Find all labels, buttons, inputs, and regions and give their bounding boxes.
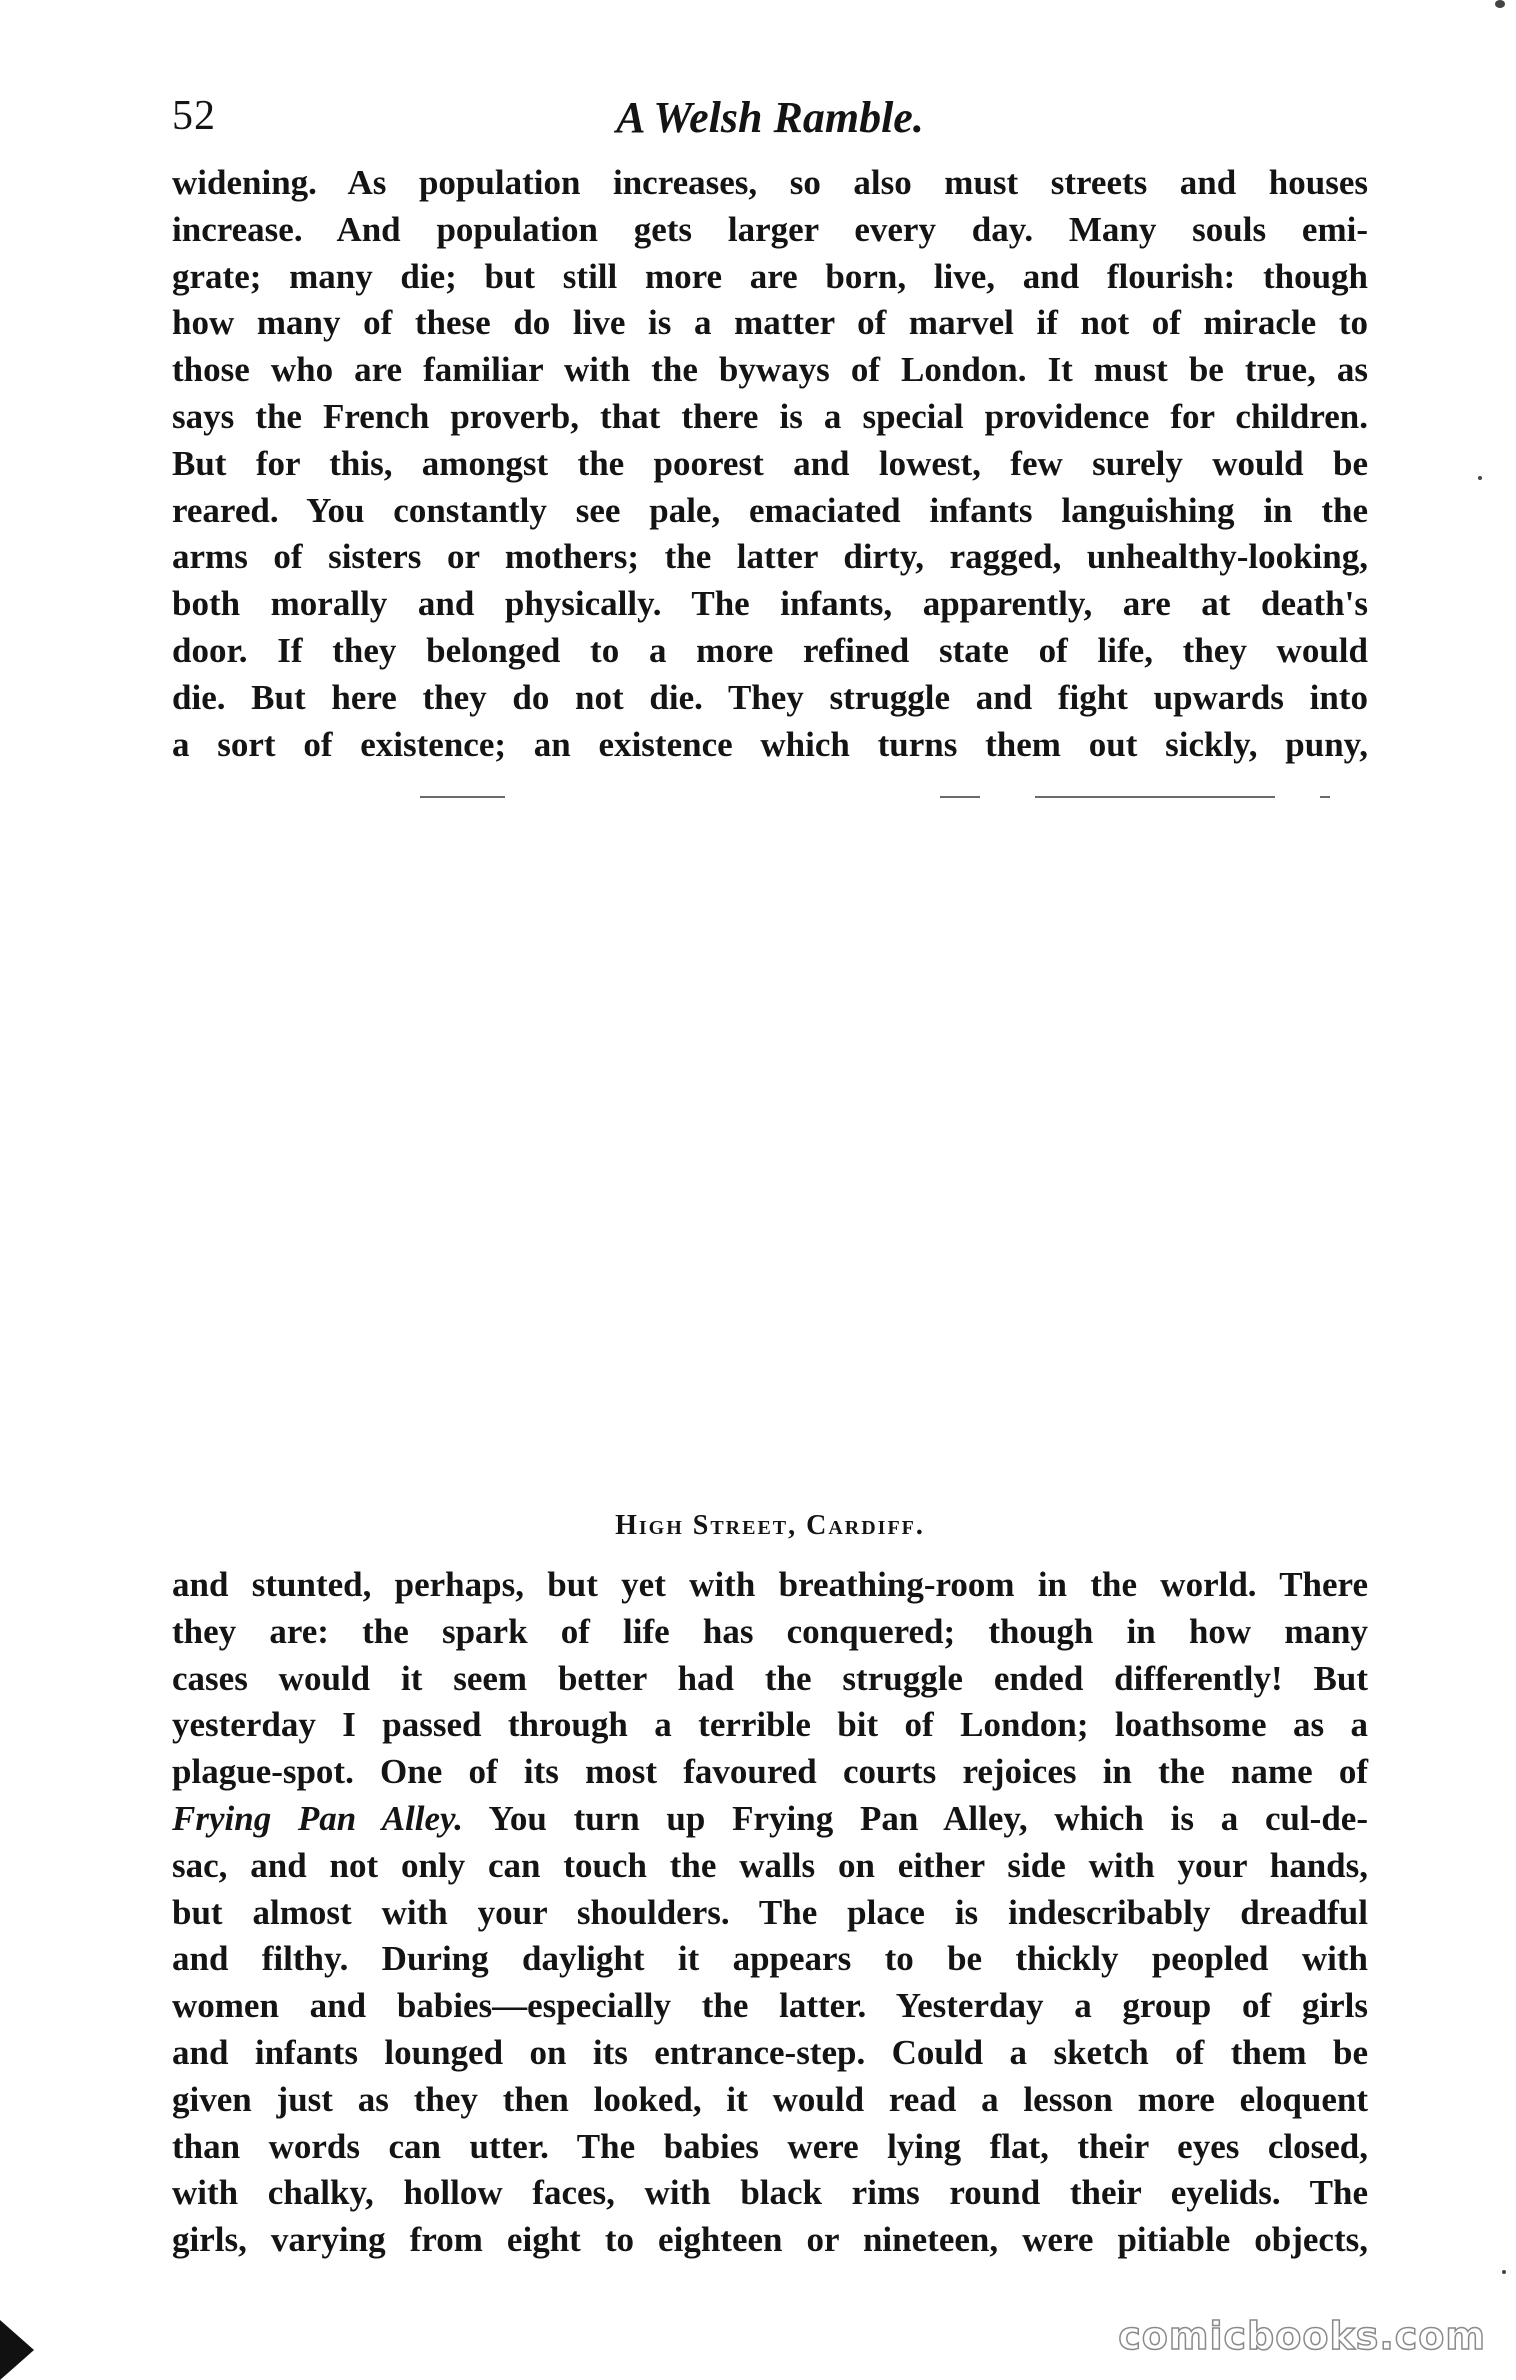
plate-rule-left xyxy=(420,796,505,798)
body-text-top xyxy=(172,160,1368,768)
plate-rule-right xyxy=(1035,796,1275,798)
text-line: But for this, amongst the poorest and lowest, few surely would be xyxy=(172,443,1368,483)
body-text-bottom xyxy=(172,1562,1368,2264)
plate-rule-end xyxy=(1320,796,1330,798)
running-title: A Welsh Ramble. xyxy=(616,93,924,142)
text-line: given just as they then looked, it would read a lesson more eloquent xyxy=(172,2079,1368,2119)
text-line: girls, varying from eight to eighteen or nineteen, were pitiable objects, xyxy=(172,2220,1368,2260)
paper-speck xyxy=(1502,2270,1506,2274)
text-line: widening. As population increases, so also must streets and houses xyxy=(172,163,1368,202)
text-line: door. If they belonged to a more refined state of life, they would xyxy=(172,630,1368,670)
text-line: but almost with your shoulders. The place is indescribably dreadful xyxy=(172,1892,1368,1932)
text-line: with chalky, hollow faces, with black rims round their eyelids. The xyxy=(172,2173,1368,2213)
text-line: says the French proverb, that there is a special providence for children. xyxy=(172,396,1368,436)
text-line: and infants lounged on its entrance-step. Could a sketch of them be xyxy=(172,2032,1368,2072)
text-line: cases would it seem better had the struggle ended differently! But xyxy=(172,1658,1368,1698)
page-number: 52 xyxy=(172,93,216,139)
text-line: women and babies—especially the latter. Yesterday a group of girls xyxy=(172,1986,1368,2026)
text-line: increase. And population gets larger every day. Many souls emi- xyxy=(172,209,1368,249)
text-line: than words can utter. The babies were lying flat, their eyes closed, xyxy=(172,2126,1368,2166)
page-corner-mark xyxy=(0,2320,34,2380)
plate-caption: High Street, Cardiff. xyxy=(615,1510,925,1541)
text-fragment: You turn up Frying Pan Alley, which is a cul-de- xyxy=(463,1798,1368,1838)
text-line: a sort of existence; an existence which turns them out sickly, puny, xyxy=(172,724,1368,764)
text-line: and filthy. During daylight it appears to be thickly peopled with xyxy=(172,1939,1368,1979)
text-line: reared. You constantly see pale, emaciated infants languishing in the xyxy=(172,490,1368,530)
text-line: those who are familiar with the byways of London. It must be true, as xyxy=(172,350,1368,390)
text-line: sac, and not only can touch the walls on either side with your hands, xyxy=(172,1845,1368,1885)
text-line: die. But here they do not die. They struggle and fight upwards into xyxy=(172,677,1368,717)
text-line: how many of these do live is a matter of marvel if not of miracle to xyxy=(172,303,1368,343)
text-line: arms of sisters or mothers; the latter dirty, ragged, unhealthy-looking, xyxy=(172,537,1368,577)
paper-speck xyxy=(1495,0,1505,8)
paper-speck xyxy=(1478,476,1482,480)
italic-place-name: Frying Pan Alley. xyxy=(172,1798,464,1838)
plate-rule-mid xyxy=(940,796,980,798)
text-line xyxy=(172,1796,1368,1843)
text-line: and stunted, perhaps, but yet with breathing-room in the world. There xyxy=(172,1565,1368,1604)
text-line: yesterday I passed through a terrible bit of London; loathsome as a xyxy=(172,1705,1368,1745)
blank-plate-area xyxy=(172,760,1368,1490)
running-head xyxy=(172,92,1368,152)
text-line: they are: the spark of life has conquered; though in how many xyxy=(172,1611,1368,1651)
text-line: grate; many die; but still more are born, live, and flourish: though xyxy=(172,256,1368,296)
watermark: comicbooks.com xyxy=(1118,2314,1486,2358)
text-line: plague-spot. One of its most favoured courts rejoices in the name of xyxy=(172,1752,1368,1792)
text-line: both morally and physically. The infants, apparently, are at death's xyxy=(172,584,1368,624)
